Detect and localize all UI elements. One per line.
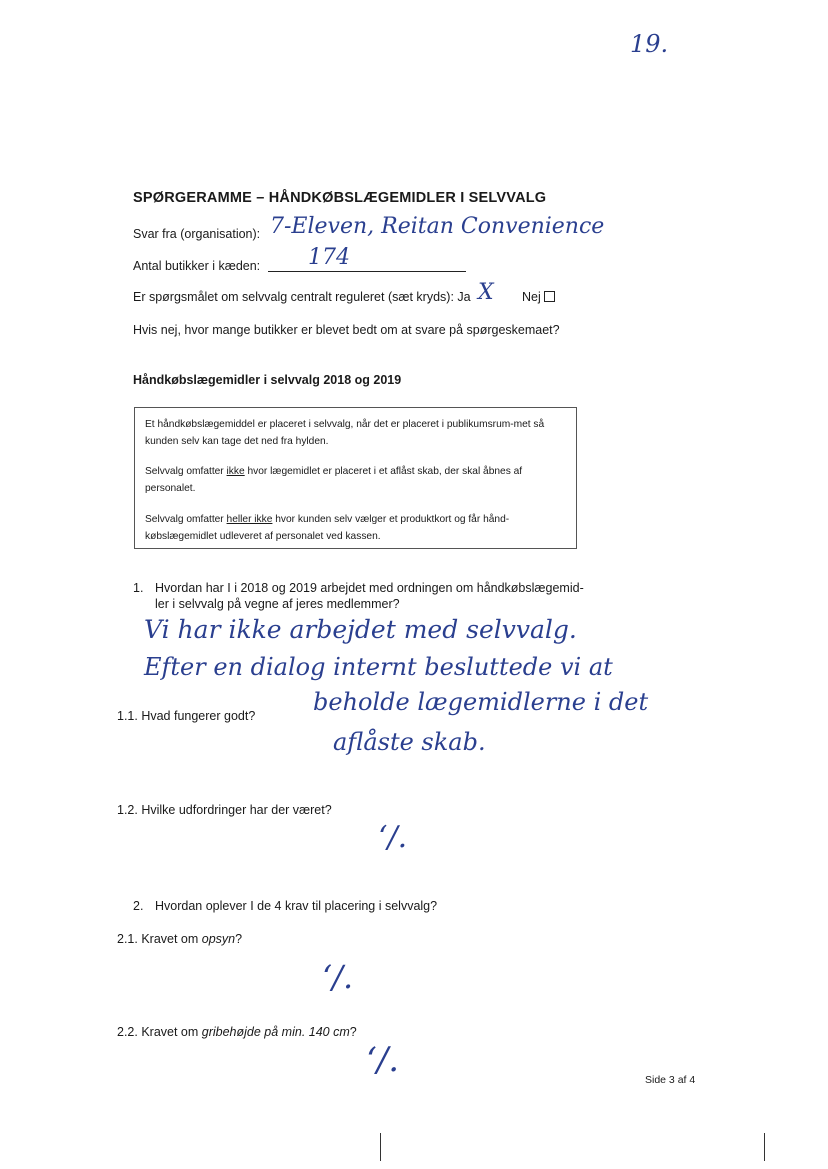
q2-2-suffix: ? [349, 1025, 357, 1039]
yes-check-mark[interactable]: X [478, 280, 494, 305]
definition-box [134, 407, 577, 549]
q1-answer-line4[interactable]: aflåste skab. [333, 728, 486, 756]
page-label: Side 3 af 4 [645, 1074, 696, 1086]
followup-question: Hvis nej, hvor mange butikker er blevet bedt om at svare på spørgeskemaet? [133, 323, 560, 337]
q2-text: Hvordan oplever I de 4 krav til placering i selvvalg? [155, 899, 438, 913]
scan-line-left [380, 1133, 381, 1161]
q1-answer-line2[interactable]: Efter en dialog internt besluttede vi at [144, 653, 613, 681]
stores-underline [268, 271, 466, 272]
page-title: SPØRGERAMME – HÅNDKØBSLÆGEMIDLER I SELVVALG [133, 190, 547, 206]
p3-underlined: heller ikke [226, 514, 273, 525]
p2-underlined: ikke [226, 466, 245, 477]
stores-value[interactable]: 174 [308, 245, 350, 270]
q1-2-answer[interactable]: ‘/. [378, 820, 408, 855]
scan-line-right [764, 1133, 765, 1161]
q2-2-prefix: 2.2. Kravet om [117, 1025, 202, 1039]
q2-1-italic: opsyn [201, 932, 236, 946]
q2-2-answer[interactable]: ‘/. [366, 1040, 400, 1080]
p2-text-b: hvor lægemidlet er placeret i et aflåst skab, der skal åbnes af personalet. [145, 466, 523, 494]
definition-para-2 [145, 463, 570, 497]
stores-label: Antal butikker i kæden: [133, 259, 261, 273]
p3-text-b: hvor kunden selv vælger et produktkort og får hånd-købslægemidlet udleveret af personalet ved kassen. [145, 514, 510, 542]
regulated-question: Er spørgsmålet om selvvalg centralt reguleret (sæt kryds): Ja [133, 290, 471, 304]
q1-answer-line1[interactable]: Vi har ikke arbejdet med selvvalg. [144, 615, 577, 644]
q2-1-answer[interactable]: ‘/. [322, 958, 354, 996]
q1-2-label: 1.2. Hvilke udfordringer har der været? [117, 803, 332, 817]
q1-line1: Hvordan har I i 2018 og 2019 arbejdet med ordningen om håndkøbslægemid- [155, 581, 584, 595]
definition-para-1: Et håndkøbslægemiddel er placeret i selvvalg, når det er placeret i publikumsrum-met så kunden selv kan tage det ned fra hylden. [145, 419, 545, 447]
p3-text-a: Selvvalg omfatter [145, 514, 227, 525]
org-value[interactable]: 7-Eleven, Reitan Convenience [270, 214, 605, 239]
org-label: Svar fra (organisation): [133, 227, 261, 241]
q2-2-label [117, 1025, 357, 1039]
q1-line2: ler i selvvalg på vegne af jeres medlemmer? [155, 597, 400, 611]
q1-1-label: 1.1. Hvad fungerer godt? [117, 709, 256, 723]
q2-number: 2. [133, 899, 144, 913]
q2-1-label [117, 932, 242, 946]
q1-number: 1. [133, 581, 144, 595]
no-checkbox[interactable] [544, 291, 555, 302]
q2-1-prefix: 2.1. Kravet om [117, 932, 202, 946]
q1-answer-line3[interactable]: beholde lægemidlerne i det [313, 688, 649, 716]
regulated-no[interactable] [522, 290, 555, 304]
p2-text-a: Selvvalg omfatter [145, 466, 227, 477]
handwritten-page-number: 19. [630, 30, 669, 58]
q2-1-suffix: ? [235, 932, 243, 946]
q2-2-italic: gribehøjde på min. 140 cm [201, 1025, 350, 1039]
section-heading: Håndkøbslægemidler i selvvalg 2018 og 2019 [133, 373, 402, 387]
no-label: Nej [522, 290, 541, 304]
definition-para-3 [145, 511, 570, 545]
